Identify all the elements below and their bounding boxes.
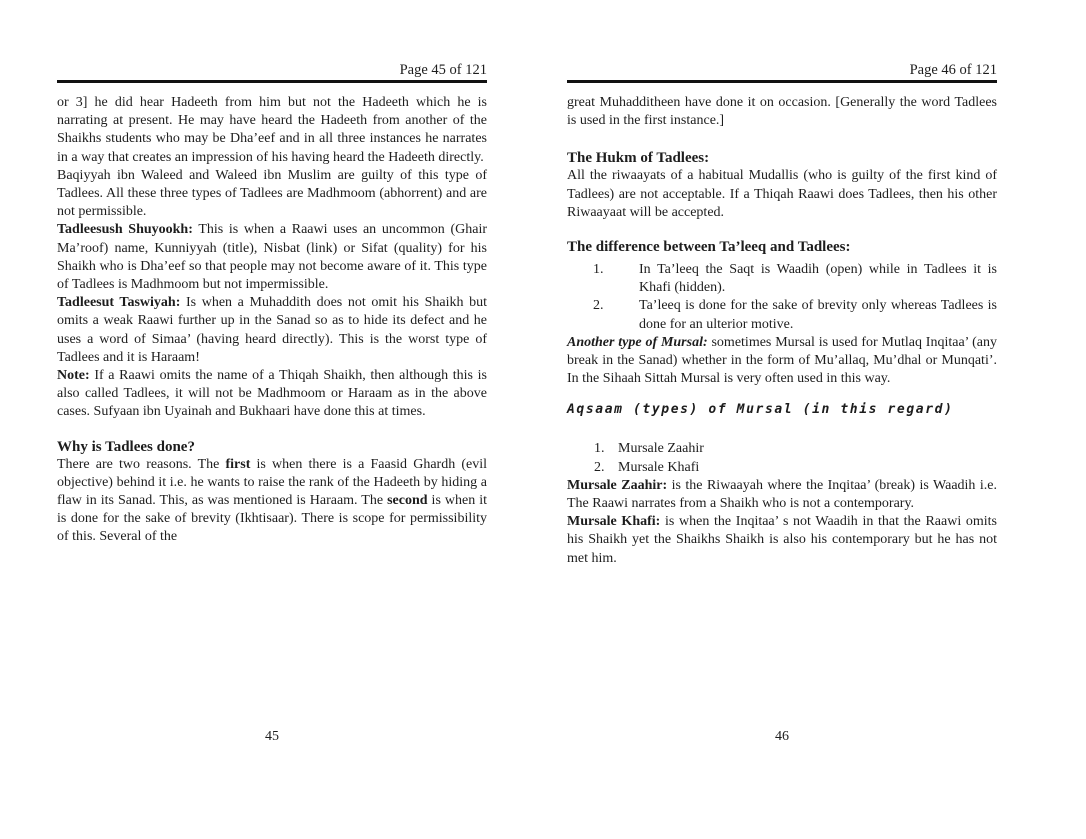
difference-list-item-2: [593, 297, 997, 333]
paragraph-note: [57, 367, 487, 422]
list-number: 2.: [593, 298, 604, 314]
page-46-header: [567, 0, 997, 83]
difference-list: [567, 261, 997, 334]
heading-hukm-of-tadlees: The Hukm of Tadlees:: [567, 150, 710, 167]
term-tadleesush-shuyookh: Tadleesush Shuyookh:: [57, 222, 193, 238]
definition-mursale-khafi: is when the Inqitaa’ s not Waadih in that the Raawi omits his Shaikh yet the Shaikhs Shaikh is also his contemporary but he has not met him.: [567, 514, 997, 566]
paragraph-mursale-khafi: [567, 513, 997, 568]
aqsaam-list: [567, 440, 997, 476]
list-number: 2.: [594, 459, 605, 475]
page-45-number: 45: [265, 729, 279, 744]
paragraph-why-tadlees-done: There are two reasons. The first is when there is a Faasid Ghardh (evil objective) behind it i.e. he wants to raise the rank of the Hadeeth by hiding a flaw in its Sanad. This, as was mentioned is Haraam. The second is when it is done for the sake of brevity (Ikhtisaar). There is scope for permissibility of this. Several of the: [57, 456, 488, 545]
page-46-number: 46: [775, 729, 789, 744]
page-46-body: [567, 94, 997, 568]
list-number: 1.: [594, 441, 605, 457]
note-body: If a Raawi omits the name of a Thiqah Shaikh, then although this is also called Tadlees, it will not be Madhmoom or Haraam as in the above cases. Sufyaan ibn Uyainah and Bukhaari have done this at times.: [57, 368, 488, 420]
aqsaam-list-item-1: [594, 440, 997, 458]
list-item-text: Ta’leeq is done for the sake of brevity only whereas Tadlees is done for an ulterior motive.: [639, 298, 997, 332]
paragraph-hadeeth-continuation: or 3] he did hear Hadeeth from him but not the Hadeeth which he is narrating at present. He may have heard the Hadeeth from another of the Shaikhs students who may be Dha’eef and in all three instances he narrates in a way that creates an impression of his having heard the Hadeeth directly.: [57, 95, 487, 165]
paragraph-baqiyyah: Baqiyyah ibn Waleed and Waleed ibn Muslim are guilty of this type of Tadlees. All these three types of Tadlees are Madhmoom (abhorrent) and are not permissible.: [57, 167, 487, 220]
paragraph-tadleesush-shuyookh: [57, 221, 487, 294]
page-45-footer: [57, 728, 487, 746]
page-45-header-rule: [57, 80, 487, 83]
definition-another-type-of-mursal: sometimes Mursal is used for Mutlaq Inqitaa’ (any break in the Sanad) whether in the form of Mu’allaq, Mu’dhal or Munqati’. In the Sihaah Sittah Mursal is very often used in this way.: [567, 334, 998, 387]
list-item-text: In Ta’leeq the Saqt is Waadih (open) while in Tadlees it is Khafi (hidden).: [639, 262, 997, 296]
definition-tadleesush-shuyookh: This is when a Raawi uses an uncommon (Ghair Ma’roof) name, Kunniyyah (title), Nisbat (link) or Sifat (quality) for his Shaikh who is Dha’eef so that people may not become aware of it. This type of Tadlees is Madhmoom but not impermissible.: [57, 222, 488, 293]
paragraph-muhadditheen-continuation: great Muhadditheen have done it on occasion. [Generally the word Tadlees is used in the first instance.]: [567, 95, 997, 129]
page-45: [57, 0, 487, 839]
difference-list-item-1: [593, 261, 997, 297]
page-45-body: [57, 94, 487, 547]
page-46-header-label: Page 46 of 121: [909, 62, 997, 78]
term-mursale-khafi: Mursale Khafi:: [567, 514, 661, 530]
paragraph-another-type-of-mursal: [567, 334, 997, 389]
heading-aqsaam-of-mursal: Aqsaam (types) of Mursal (in this regard): [567, 402, 954, 418]
term-mursale-zaahir: Mursale Zaahir:: [567, 477, 668, 493]
paragraph-tadleesut-taswiyah: [57, 294, 487, 367]
term-tadleesut-taswiyah: Tadleesut Taswiyah:: [57, 295, 181, 311]
page-45-header: [57, 0, 487, 83]
paragraph-hukm-of-tadlees: All the riwaayats of a habitual Mudallis (who is guilty of the first kind of Tadlees) are not acceptable. If a Thiqah Raawi does Tadlees, then his other Riwaayaat will be accepted.: [567, 168, 997, 220]
page-45-header-label: Page 45 of 121: [399, 62, 487, 78]
heading-why-tadlees-done: Why is Tadlees done?: [57, 438, 195, 455]
page-46: [567, 0, 997, 839]
list-item-text: Mursale Khafi: [618, 459, 700, 475]
page-46-footer: [567, 728, 997, 746]
paragraph-mursale-zaahir: [567, 477, 997, 513]
aqsaam-list-item-2: [594, 459, 997, 477]
definition-mursale-zaahir: is the Riwaayah where the Inqitaa’ (break) is Waadih i.e. The Raawi narrates from a Shaikh who is not a contemporary.: [567, 477, 998, 512]
note-label: Note:: [57, 368, 90, 384]
heading-difference-taleeq-tadlees: The difference between Ta’leeq and Tadlees:: [567, 239, 851, 256]
list-number: 1.: [593, 262, 604, 278]
definition-tadleesut-taswiyah: Is when a Muhaddith does not omit his Shaikh but omits a weak Raawi further up in the Sanad so as to hide its defect and he uses a word of Simaa’ (having heard directly). This is the worst type of Tadlees and it is Haraam!: [57, 295, 488, 365]
term-another-type-of-mursal: Another type of Mursal:: [567, 334, 708, 350]
page-46-header-rule: [567, 80, 997, 83]
list-item-text: Mursale Zaahir: [618, 441, 704, 457]
